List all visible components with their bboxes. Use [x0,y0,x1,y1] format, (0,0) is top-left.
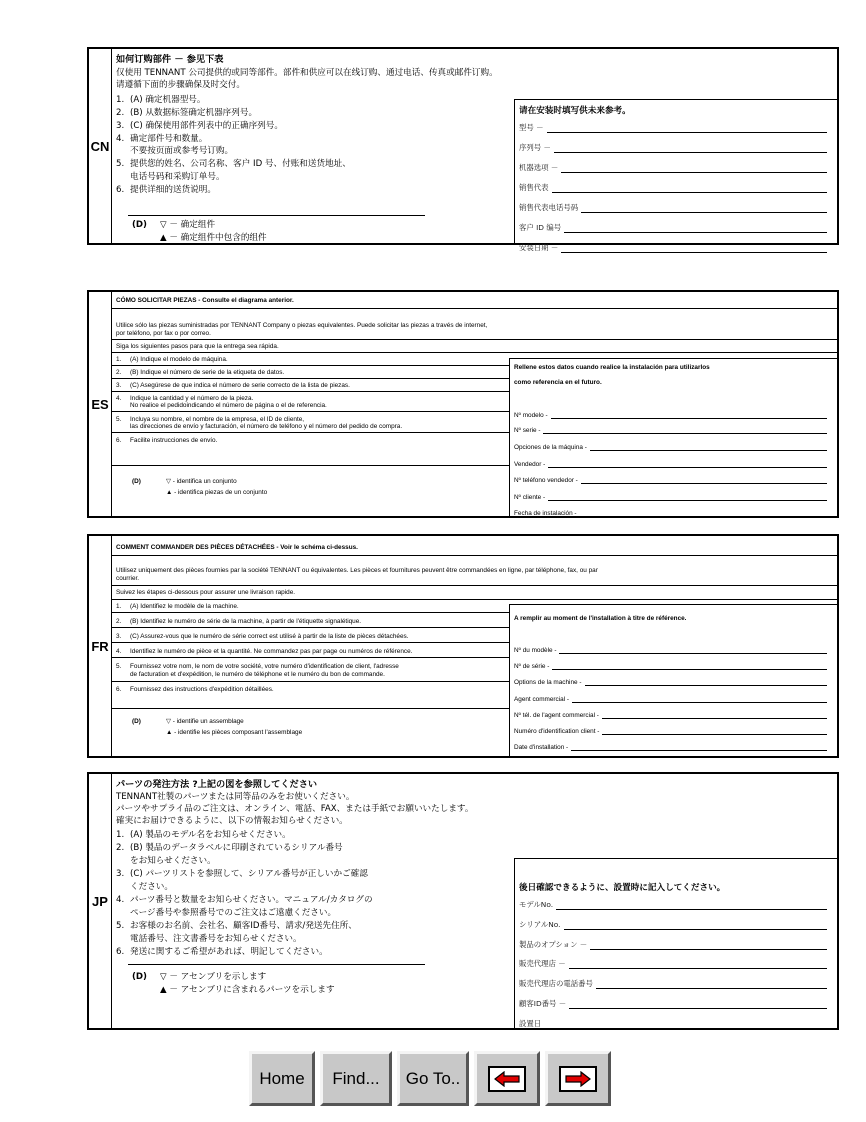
divider [111,378,509,379]
field-sales-rep-phone [519,202,827,213]
step-text: パーツ番号と数量をお知らせください。マニュアル/カタログの [130,895,373,905]
step-continuation: No realice el pedidoindicando el número de página o el de referencia. [130,402,327,409]
step-number: 3. [116,633,122,640]
intro-line: Utilisez uniquement des pièces fournies par la société TENNANT ou équivalentes. Les pièces et fournitures peuvent être commandées en ligne, par téléphone, fax, ou par [116,567,598,574]
legend-assembly: ▽ - identifica un conjunto [166,478,237,485]
field-install-date [519,1018,827,1029]
fill-line[interactable] [602,733,827,735]
step-text: Identifiez le numéro de pièce et la quantité. Ne commandez pas par page ou numéros de référence. [130,648,413,655]
intro-line: 仅使用 TENNANT 公司提供的或同等部件。部件和供应可以在线订购、通过电话、传真或邮件订购。 [116,68,498,78]
divider [128,215,425,216]
field-label: Vendedor - [514,461,546,468]
step [116,922,357,931]
next-arrow-frame [559,1066,597,1092]
find-button[interactable]: Find... [320,1051,392,1106]
fill-line[interactable] [547,131,827,133]
section-heading: CÓMO SOLICITAR PIEZAS - Consulte el diagrama anterior. [116,297,294,304]
step-text: (B) Identifiez le numéro de série de la machine, à partir de l'étiquette signalétique. [130,618,362,625]
step-text: (C) Asegúrese de que indica el número de serie correcto de la lista de piezas. [130,382,350,389]
intro-line: Utilice sólo las piezas suministradas por TENNANT Company o piezas equivalentes. Puede solicitar las piezas a través de internet, [116,322,488,329]
fill-line[interactable] [543,432,827,434]
step [116,686,274,693]
divider [111,365,509,366]
reference-box [514,99,837,252]
step-number: 3. [116,382,122,389]
divider [111,465,509,466]
field-label: シリアルNo. [519,920,561,929]
field-options [514,440,827,451]
divider [111,627,509,628]
step-text: 确定部件号和数量。 [130,134,208,144]
step [116,382,350,389]
step [116,135,207,144]
field-label: Date d'installation - [514,744,569,751]
fill-line[interactable] [596,987,827,989]
divider [111,612,509,613]
fill-line[interactable] [561,251,827,253]
fill-line[interactable] [552,191,827,193]
field-model [514,408,827,419]
step [116,896,373,905]
intro-line: por teléfono, por fax o por correo. [116,330,211,337]
fill-line[interactable] [571,749,827,751]
step-text: (B) 製品のデータラベルに印刷されているシリアル番号 [130,843,343,853]
field-model [514,643,827,654]
section-fr [87,534,839,758]
step-number: 6. [116,686,122,693]
step-number: 5. [116,921,125,931]
fill-line[interactable] [554,151,827,153]
step [116,633,408,640]
field-label: 販売代理店の電話番号 [519,979,593,988]
field-install-date [519,242,827,253]
fill-line[interactable] [559,652,827,654]
field-sales-rep-phone [519,978,827,989]
field-model [519,122,827,133]
step [116,844,343,853]
fill-line[interactable] [581,211,827,213]
fill-line[interactable] [569,1007,827,1009]
step-text: (B) 从数据标签确定机器序列号。 [130,108,258,118]
intro-line: courrier. [116,575,140,582]
section-es [87,290,839,518]
field-label: 顧客ID番号 － [519,999,567,1008]
fill-line[interactable] [561,171,827,173]
field-label: Agent commercial - [514,696,570,703]
field-label: 序列号 － [519,143,551,152]
reference-box [514,858,837,1030]
fill-line[interactable] [548,499,827,501]
step-number: 4. [116,895,125,905]
reference-box-title: como referencia en el futuro. [514,379,602,386]
divider [111,339,837,340]
legend-assembly-parts: ▲ - identifie les pièces composant l'assemblage [166,729,303,736]
fill-line[interactable] [581,482,827,484]
step-number: 5. [116,416,122,423]
intro-line: パーツやサプライ品のご注文は、オンライン、電話、FAX、または手紙でお願いいたします。 [116,804,474,814]
field-label: 销售代表 [519,183,549,192]
field-label: Nº de série - [514,663,550,670]
step-continuation: las direcciones de envío y facturación, el número de teléfono y el número del pedido de compra. [130,423,403,430]
section-cn [87,47,839,252]
legend-assembly: ▽ - identifie un assemblage [166,718,244,725]
step-number: 5. [116,663,122,670]
field-label: Nº tél. de l'agent commercial - [514,712,599,719]
step-number: 1. [116,95,125,105]
step-continuation: ページ番号や参照番号でのご注文はご遠慮ください。 [130,908,337,918]
fill-line[interactable] [572,701,827,703]
step-text: (A) 製品のモデル名をお知らせください。 [130,830,291,840]
field-label: 安装日期 － [519,243,559,252]
step [116,437,217,444]
field-options [519,162,827,173]
field-sales-rep-phone [514,473,827,484]
fill-line[interactable] [564,231,827,233]
step-text: 発送に関するご希望があれば、明記してください。 [130,947,328,957]
fill-line[interactable] [552,668,827,670]
field-label: 客户 ID 编号 [519,223,562,232]
legend-label: (D) [132,220,147,230]
step [116,356,228,363]
divider [111,599,837,600]
step-number: 6. [116,437,122,444]
legend-label: (D) [132,972,147,982]
fill-line[interactable] [590,948,827,950]
intro-line: Suivez les étapes ci-dessous pour assurer une livraison rapide. [116,589,296,596]
reference-box-title: 请在安装时填写供未来参考。 [519,106,631,116]
field-label: 机器选项 － [519,163,559,172]
legend-assembly-parts: ▲ - identifica piezas de un conjunto [166,489,268,496]
field-label: 設置日 [519,1019,542,1028]
language-code: JP [89,774,112,1028]
step-continuation: de facturation et d'expédition, le numéro de téléphone et le numéro du bon de commande. [130,671,385,678]
step [116,603,239,610]
step-number: 2. [116,369,122,376]
next-page-button[interactable] [545,1051,611,1106]
fill-line[interactable] [585,684,828,686]
step-text: (A) Indique el modelo de máquina. [130,356,228,363]
step-number: 1. [116,356,122,363]
reference-box [509,358,837,518]
step [116,648,412,655]
field-customer-id [514,490,827,501]
step-number: 4. [116,134,125,144]
field-serial [514,659,827,670]
step-number: 1. [116,603,122,610]
field-label: Nº du modèle - [514,647,557,654]
field-serial [519,142,827,153]
intro-line: 请遵循下面的步骤确保及时交付。 [116,80,245,90]
field-serial [514,423,827,434]
step [116,416,304,423]
step [116,96,205,105]
step-text: 提供详细的送货说明。 [130,185,216,195]
field-customer-id [519,998,827,1009]
step-number: 3. [116,121,125,131]
step-number: 4. [116,648,122,655]
language-code: CN [89,49,112,243]
divider [111,308,837,309]
previous-arrow-frame [488,1066,526,1092]
step [116,122,283,131]
step-number: 5. [116,159,125,169]
field-sales-rep [519,182,827,193]
section-content [116,774,833,1028]
legend-assembly: ▽ － アセンブリを示します [160,972,267,982]
fill-line[interactable] [551,417,827,419]
field-label: Options de la machine - [514,679,582,686]
field-label: Fecha de instalación - [514,510,577,517]
field-options [514,675,827,686]
field-customer-id [519,222,827,233]
reference-box-title: A remplir au moment de l'installation à titre de référence. [514,615,687,622]
step-number: 1. [116,830,125,840]
step [116,831,291,840]
legend-assembly-parts: ▲ － 确定组件中包含的组件 [160,233,267,243]
legend-label: (D) [132,478,141,485]
language-code: ES [89,292,112,516]
step-number: 2. [116,618,122,625]
step-text: (A) Identifiez le modèle de la machine. [130,603,239,610]
step [116,109,257,118]
reference-box-title: 後日確認できるように、設置時に記入してください。 [519,883,726,893]
step [116,186,216,195]
red-right-arrow-icon [565,1071,591,1087]
field-options [519,939,827,950]
field-sales-rep [519,958,827,969]
step-continuation: 电话号码和采购订单号。 [130,172,225,182]
field-label: Nº teléfono vendedor - [514,477,578,484]
section-content [116,292,833,516]
field-label: Nº modelo - [514,412,548,419]
section-jp [87,772,839,1030]
step-text: (B) Indique el número de serie de la etiqueta de datos. [130,369,285,376]
fill-line[interactable] [580,515,827,517]
divider [111,411,509,412]
step [116,948,328,957]
field-label: Nº cliente - [514,494,546,501]
fill-line[interactable] [556,908,827,910]
step-continuation: ください。 [130,882,173,892]
step-text: (C) 确保使用部件列表中的正确序列号。 [130,121,283,131]
legend-assembly: ▽ － 确定组件 [160,220,216,230]
step-number: 2. [116,108,125,118]
home-button[interactable]: Home [249,1051,315,1106]
section-content [116,536,833,756]
step-text: お客様のお名前、会社名、顧客ID番号、請求/発送先住所、 [130,921,357,931]
divider [111,681,509,682]
field-sales-rep [514,457,827,468]
field-label: モデルNo. [519,900,554,909]
step-text: (C) パーツリストを参照して、シリアル番号が正しいかご確認 [130,869,368,879]
field-serial [519,919,827,930]
divider [111,555,837,556]
fill-line[interactable] [564,928,827,930]
field-label: Nº serie - [514,427,541,434]
field-label: Opciones de la máquina - [514,444,587,451]
field-label: 型号 － [519,123,544,132]
step-number: 4. [116,395,122,402]
step-text: Fournissez des instructions d'expédition détaillées. [130,686,274,693]
legend-assembly-parts: ▲ － アセンブリに含まれるパーツを示します [160,985,335,995]
navigation-bar [249,1051,611,1111]
intro-line: TENNANT社製のパーツまたは同等品のみをお使いください。 [116,792,355,802]
fill-line[interactable] [569,967,827,969]
divider [111,391,509,392]
section-heading: パーツの発注方法 ?上記の図を参照してください [116,779,318,790]
divider [111,352,837,353]
step [116,663,399,670]
step [116,395,253,402]
step [116,160,351,169]
step-continuation: をお知らせください。 [130,856,216,866]
step-continuation: 不要按页面或参考号订购。 [130,146,234,156]
intro-line: Siga los siguientes pasos para que la entrega sea rápida. [116,343,279,350]
divider [111,708,509,709]
field-sales-rep [514,692,827,703]
step [116,369,284,376]
divider [111,585,837,586]
step-number: 6. [116,185,125,195]
step-text: 提供您的姓名、公司名称、客户 ID 号、付账和送货地址、 [130,159,351,169]
intro-line: 確実にお届けできるように、以下の情報お知らせください。 [116,816,348,826]
field-label: 製品のオプション － [519,940,588,949]
step-continuation: 電話番号、注文書番号をお知らせください。 [130,934,302,944]
field-customer-id [514,724,827,735]
field-install-date [514,740,827,751]
fill-line[interactable] [590,449,827,451]
field-label: Numéro d'identification client - [514,728,600,735]
field-model [519,899,827,910]
step-text: (C) Assurez-vous que le numéro de série correct est utilisé à partir de la liste de pièces détachées. [130,633,409,640]
goto-button[interactable]: Go To.. [397,1051,469,1106]
step-text: Indique la cantidad y el número de la pieza. [130,395,254,402]
step-text: Fournissez votre nom, le nom de votre société, votre numéro d'identification de client, l'adresse [130,663,399,670]
fill-line[interactable] [548,466,827,468]
field-label: 销售代表电话号码 [519,203,579,212]
step-number: 2. [116,843,125,853]
step-number: 3. [116,869,125,879]
divider [111,657,509,658]
step-text: (A) 确定机器型号。 [130,95,206,105]
step [116,618,361,625]
field-sales-rep-phone [514,708,827,719]
section-heading: 如何订购部件 － 参见下表 [116,54,224,65]
step [116,870,368,879]
reference-box [509,604,837,758]
language-code: FR [89,536,112,756]
legend-label: (D) [132,718,141,725]
reference-box-title: Rellene estos datos cuando realice la instalación para utilizarlos [514,364,710,371]
field-install-date [514,506,827,517]
fill-line[interactable] [544,1027,827,1029]
red-left-arrow-icon [494,1071,520,1087]
divider [128,964,425,965]
step-text: Incluya su nombre, el nombre de la empresa, el ID de cliente, [130,416,305,423]
fill-line[interactable] [602,717,827,719]
field-label: 販売代理店 － [519,959,566,968]
divider [111,642,509,643]
divider [111,432,509,433]
section-content [116,49,833,252]
previous-page-button[interactable] [474,1051,540,1106]
step-number: 6. [116,947,125,957]
section-heading: COMMENT COMMANDER DES PIÈCES DÉTACHÉES - Voir le schéma ci-dessus. [116,544,358,551]
step-text: Facilite instrucciones de envío. [130,437,218,444]
